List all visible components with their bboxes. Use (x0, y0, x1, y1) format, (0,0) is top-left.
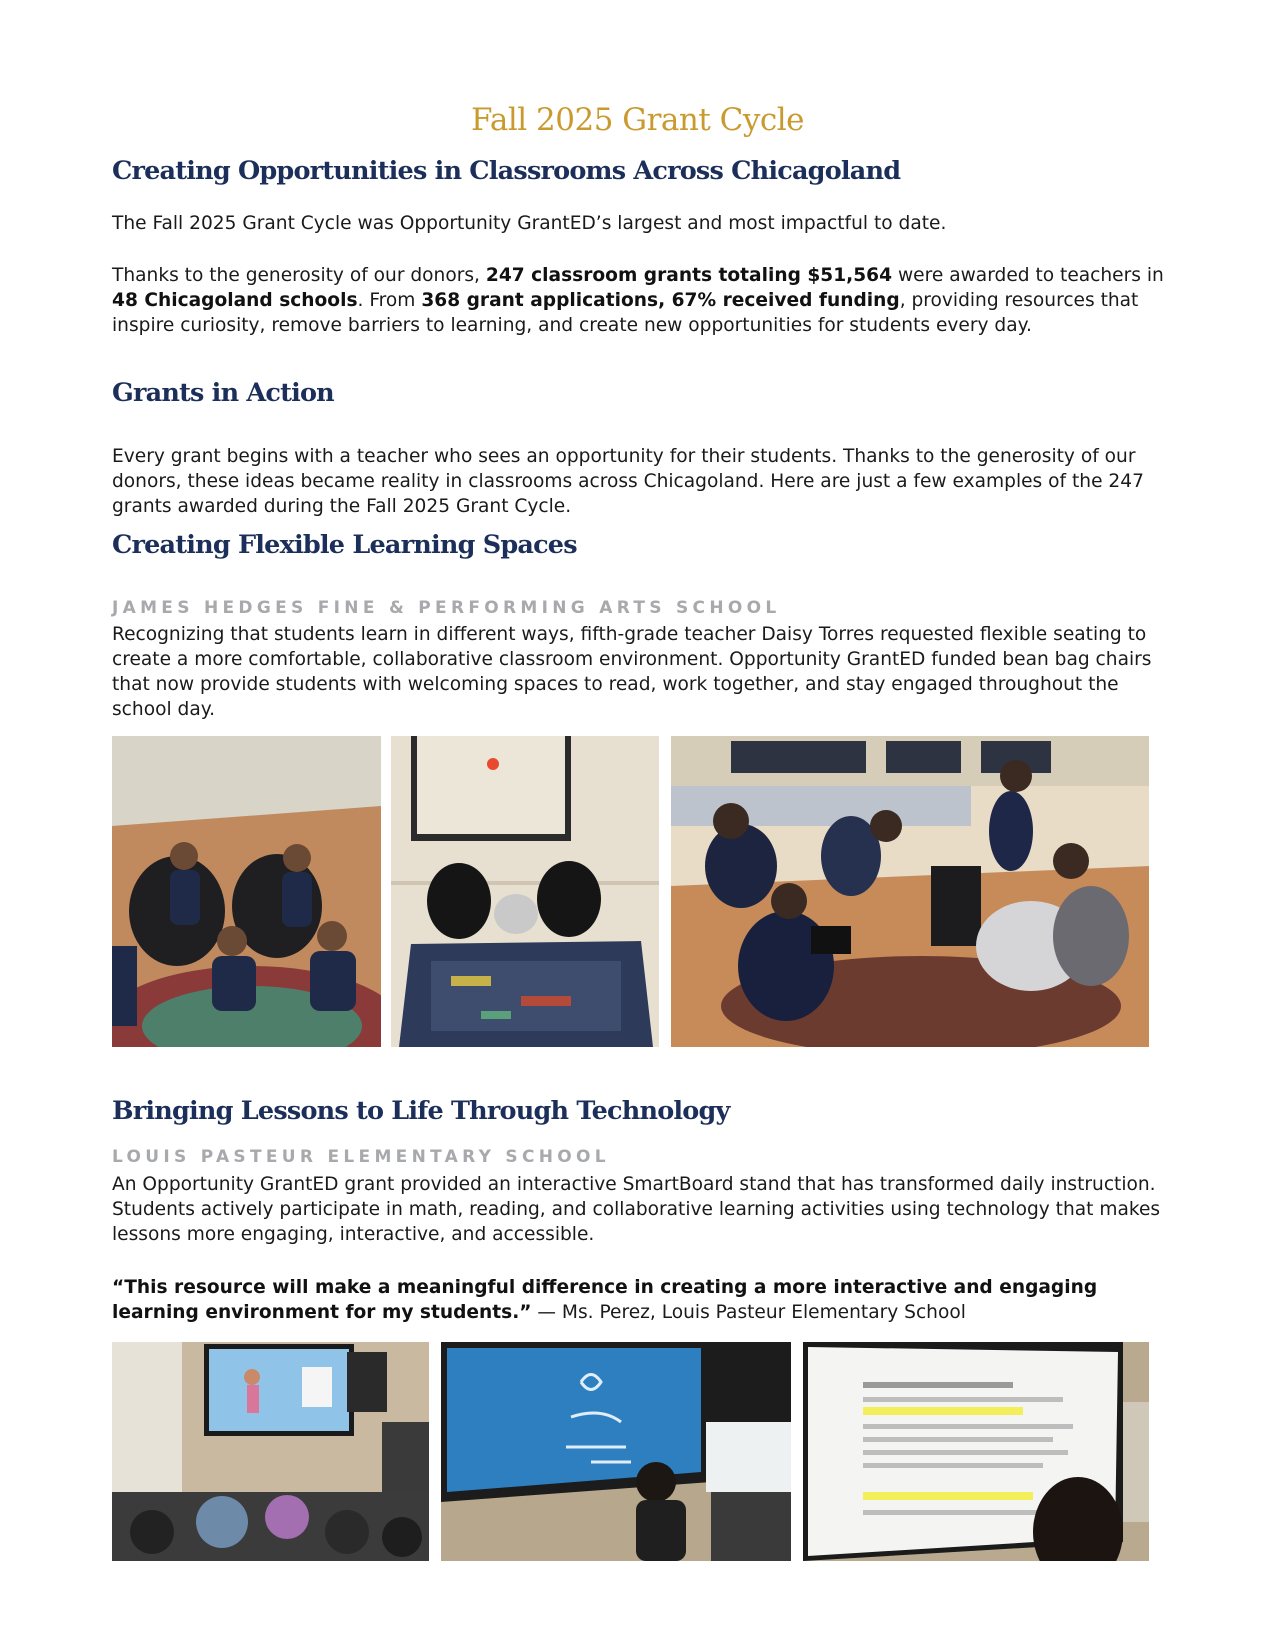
stat-applications: 368 grant applications, 67% received funding (421, 290, 900, 311)
text-run: were awarded to teachers in (892, 265, 1164, 286)
heading-creating-opportunities: Creating Opportunities in Classrooms Across Chicagoland (112, 156, 901, 186)
school-name-pasteur: LOUIS PASTEUR ELEMENTARY SCHOOL (112, 1147, 610, 1167)
photo-reading-corner (391, 736, 659, 1047)
heading-grants-in-action: Grants in Action (112, 378, 334, 408)
photo-students-collaborating (671, 736, 1149, 1047)
school-name-hedges: JAMES HEDGES FINE & PERFORMING ARTS SCHOOL (112, 598, 781, 618)
photo-reading-smartboard (803, 1342, 1149, 1561)
text-run: Thanks to the generosity of our donors, (112, 265, 486, 286)
text-run: . From (357, 290, 422, 311)
heading-flexible-learning: Creating Flexible Learning Spaces (112, 530, 577, 560)
heading-technology: Bringing Lessons to Life Through Technology (112, 1096, 730, 1126)
intro-paragraph-2 (112, 263, 1177, 338)
stat-grants-total: 247 classroom grants totaling $51,564 (485, 265, 893, 286)
quote-text: “This resource will make a meaningful difference in creating a more interactive and engaging learning environment for my students.” (112, 1277, 1098, 1323)
stat-schools: 48 Chicagoland schools (112, 290, 358, 311)
photo-students-bean-bags (112, 736, 381, 1047)
intro-paragraph-1: The Fall 2025 Grant Cycle was Opportunity GrantED’s largest and most impactful to date. (112, 213, 947, 234)
photo-math-smartboard (441, 1342, 791, 1561)
grants-in-action-paragraph: Every grant begins with a teacher who sees an opportunity for their students. Thanks to the generosity of our donors, these ideas became reality in classrooms across Chicagoland. Here are just a few examples of the 247 grants awarded during the Fall 2025 Grant Cycle. (112, 446, 1144, 517)
page-title: Fall 2025 Grant Cycle (470, 102, 804, 138)
text-run: , providing resources that inspire curiosity, remove barriers to learning, and create new opportunities for students every day. (112, 290, 1139, 336)
quote-attribution: — Ms. Perez, Louis Pasteur Elementary School (531, 1302, 966, 1323)
photo-class-smartboard (112, 1342, 429, 1561)
flexible-paragraph: Recognizing that students learn in different ways, fifth-grade teacher Daisy Torres requested flexible seating to create a more comfortable, collaborative classroom environment. Opportunity GrantED funded bean bag chairs that now provide students with welcoming spaces to read, work together, and stay engaged throughout the school day. (112, 624, 1152, 720)
teacher-quote (112, 1275, 1177, 1325)
technology-paragraph: An Opportunity GrantED grant provided an interactive SmartBoard stand that has transformed daily instruction. Students actively participate in math, reading, and collaborative learning activities using technology that makes lessons more engaging, interactive, and accessible. (112, 1174, 1161, 1245)
